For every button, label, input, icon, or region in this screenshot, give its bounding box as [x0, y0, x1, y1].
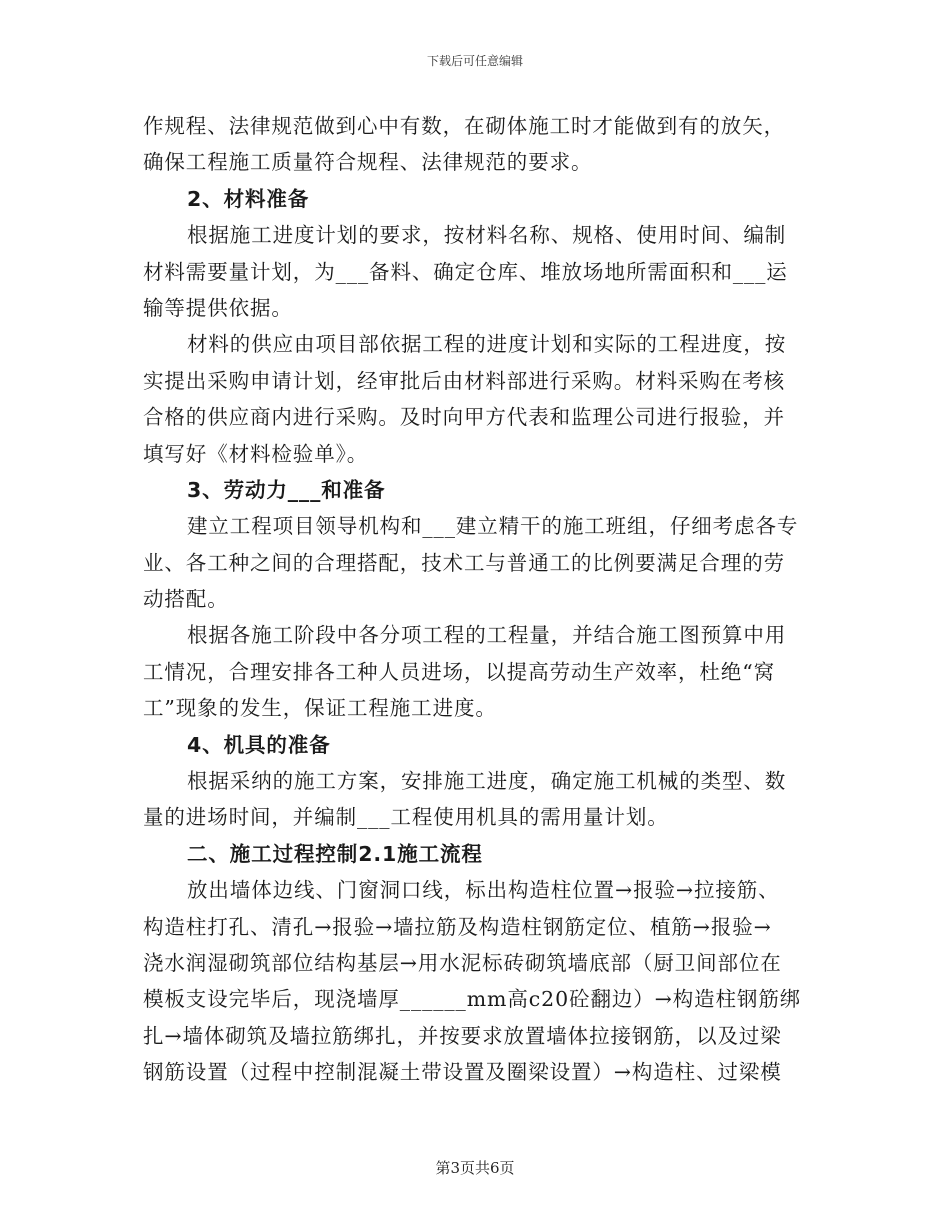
- text-line: 浇水润湿砌筑部位结构基层→用水泥标砖砌筑墙底部（厨卫间部位在: [143, 950, 782, 975]
- text-line: 构造柱打孔、清孔→报验→墙拉筋及构造柱钢筋定位、植筋→报验→: [143, 914, 772, 939]
- section-heading: 3、劳动力___和准备: [187, 477, 386, 502]
- text-line: 扎→墙体砌筑及墙拉筋绑扎，并按要求放置墙体拉接钢筋，以及过梁: [143, 1023, 782, 1048]
- paragraph-first-line: 根据施工进度计划的要求，按材料名称、规格、使用时间、编制: [187, 223, 787, 248]
- section-heading: 4、机具的准备: [187, 732, 331, 757]
- text-line: 业、各工种之间的合理搭配，技术工与普通工的比例要满足合理的劳: [143, 550, 785, 575]
- paragraph-first-line: 材料的供应由项目部依据工程的进度计划和实际的工程进度，按: [187, 332, 787, 357]
- text-line: 动搭配。: [143, 587, 229, 612]
- paragraph-first-line: 建立工程项目领导机构和___建立精干的施工班组，仔细考虑各专: [187, 514, 799, 539]
- text-line: 量的进场时间，并编制___工程使用机具的需用量计划。: [143, 805, 669, 830]
- section-heading: 二、施工过程控制2.1施工流程: [187, 841, 483, 866]
- text-line: 模板支设完毕后，现浇墙厚______mm高c20砼翻边）→构造柱钢筋绑: [143, 987, 802, 1012]
- document-body: [143, 108, 810, 1091]
- section-heading: 2、材料准备: [187, 186, 310, 211]
- text-line: 填写好《材料检验单》。: [143, 441, 369, 466]
- text-line: 钢筋设置（过程中控制混凝土带设置及圈梁设置）→构造柱、过梁模: [143, 1060, 782, 1085]
- text-line: 输等提供依据。: [143, 295, 293, 320]
- text-line: 工情况，合理安排各工种人员进场，以提高劳动生产效率，杜绝“窝: [143, 659, 775, 684]
- text-line: 实提出采购申请计划，经审批后由材料部进行采购。材料采购在考核: [143, 368, 785, 393]
- text-line: 作规程、法律规范做到心中有数，在砌体施工时才能做到有的放矢，: [143, 114, 785, 138]
- text-line: 合格的供应商内进行采购。及时向甲方代表和监理公司进行报验，并: [143, 405, 785, 430]
- text-line: 确保工程施工质量符合规程、法律规范的要求。: [143, 150, 593, 175]
- page-number-footer: 第3页共6页: [435, 1159, 515, 1177]
- page-header: 下载后可任意编辑: [426, 54, 523, 68]
- paragraph-first-line: 根据采纳的施工方案，安排施工进度，确定施工机械的类型、数: [187, 769, 787, 794]
- text-line: 工”现象的发生，保证工程施工进度。: [143, 696, 497, 721]
- paragraph-first-line: 根据各施工阶段中各分项工程的工程量，并结合施工图预算中用: [187, 623, 787, 648]
- text-line: 材料需要量计划，为___备料、确定仓库、堆放场地所需面积和___运: [143, 259, 788, 284]
- paragraph-first-line: 放出墙体边线、门窗洞口线，标出构造柱位置→报验→拉接筋、: [187, 878, 780, 903]
